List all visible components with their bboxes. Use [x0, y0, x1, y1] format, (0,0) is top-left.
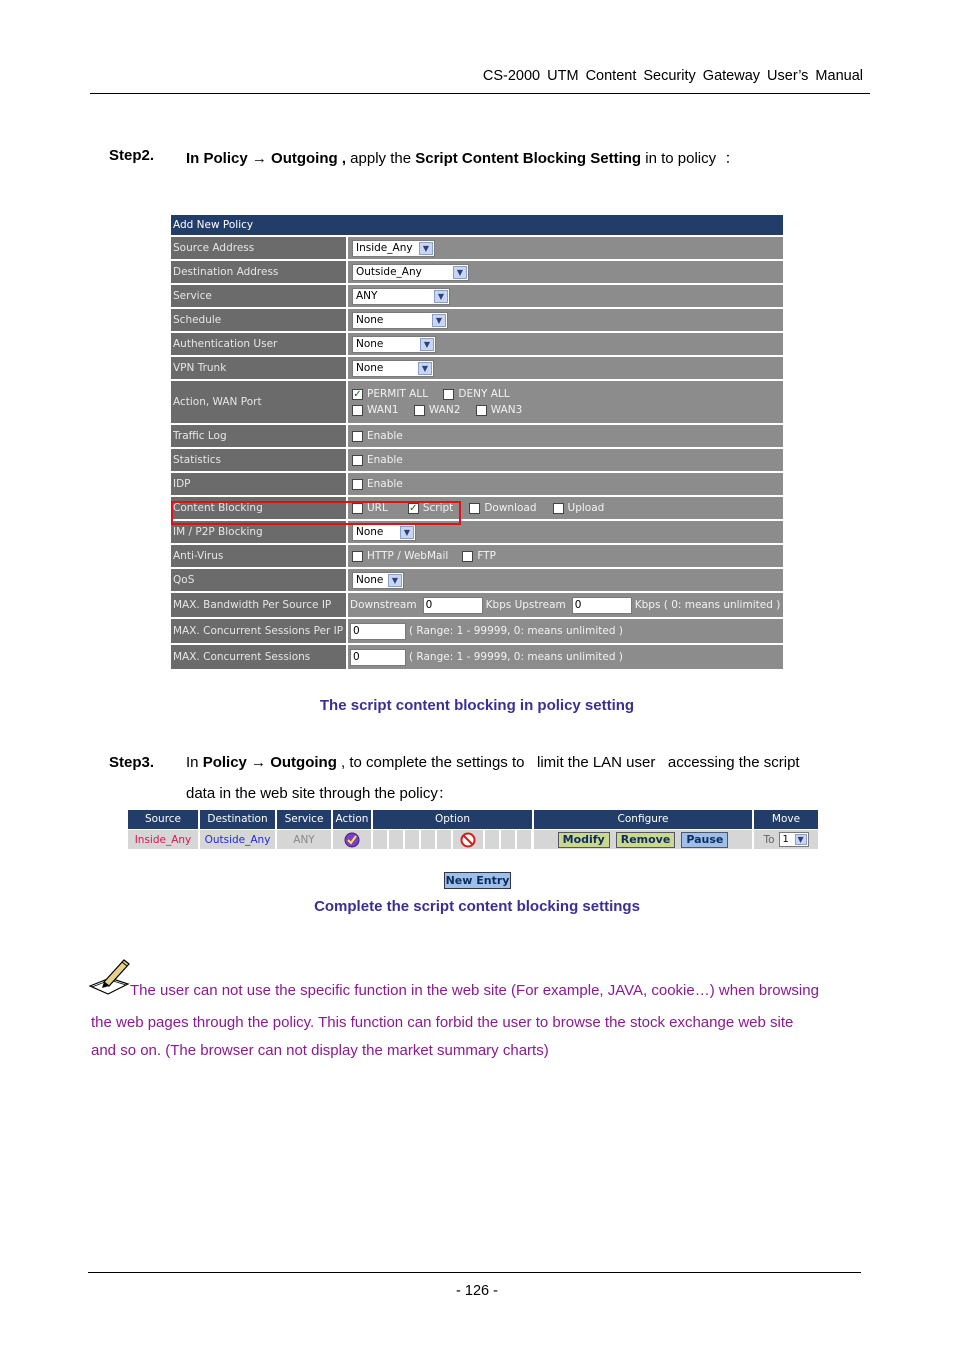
row-max-bandwidth: MAX. Bandwidth Per Source IP Downstream 0 Kbps Upstream 0 Kbps ( 0: means unlimited ) — [171, 593, 783, 617]
table-header-row: Source Destination Service Action Option Configure Move — [128, 810, 820, 829]
qos-select[interactable]: None ▼ — [352, 572, 404, 589]
row-action — [333, 830, 371, 849]
page-header-title: CS-2000 UTM Content Security Gateway User’s Manual — [482, 68, 863, 84]
max-sessions-input[interactable]: 0 — [350, 649, 406, 666]
step2-label: Step2. — [109, 147, 155, 164]
source-address-select[interactable]: Inside_Any ▼ — [352, 240, 435, 257]
row-destination: Outside_Any — [200, 830, 275, 849]
upload-checkbox[interactable] — [553, 503, 564, 514]
permit-action-icon — [344, 832, 360, 848]
vpn-trunk-select[interactable]: None ▼ — [352, 360, 434, 377]
idp-checkbox[interactable] — [352, 479, 363, 490]
footer-rule — [88, 1272, 861, 1273]
row-max-sessions-per-ip: MAX. Concurrent Sessions Per IP 0 ( Range: 1 - 99999, 0: means unlimited ) — [171, 619, 783, 643]
statistics-checkbox[interactable] — [352, 455, 363, 466]
download-checkbox[interactable] — [469, 503, 480, 514]
table-row — [128, 830, 820, 849]
chevron-down-icon: ▼ — [418, 362, 432, 375]
header-rule — [90, 93, 870, 94]
outgoing-policy-table — [128, 810, 820, 849]
form-title: Add New Policy — [171, 215, 783, 235]
row-options — [373, 830, 532, 849]
downstream-input[interactable]: 0 — [423, 597, 483, 614]
modify-button[interactable]: Modify — [558, 832, 610, 848]
row-traffic-log: Traffic Log Enable — [171, 425, 783, 447]
chevron-down-icon: ▼ — [420, 338, 434, 351]
pause-button[interactable]: Pause — [681, 832, 728, 848]
step2-text: In Policy → Outgoing , apply the Script Content Blocking Setting in to policy ： — [186, 150, 740, 167]
permit-all-checkbox[interactable]: ✓ — [353, 388, 362, 400]
row-statistics: Statistics Enable — [171, 449, 783, 471]
page-number: - 126 - — [456, 1283, 498, 1299]
row-max-sessions: MAX. Concurrent Sessions 0 ( Range: 1 - 99999, 0: means unlimited ) — [171, 645, 783, 669]
chevron-down-icon: ▼ — [795, 834, 807, 845]
im-p2p-select[interactable]: None ▼ — [352, 524, 416, 541]
row-destination-address: Destination Address Outside_Any ▼ — [171, 261, 783, 283]
row-service: Service ANY ▼ — [171, 285, 783, 307]
row-idp: IDP Enable — [171, 473, 783, 495]
wan1-checkbox[interactable] — [352, 405, 363, 416]
row-qos: QoS None ▼ — [171, 569, 783, 591]
row-content-blocking: Content Blocking URL ✓ Script Download Upload — [171, 497, 783, 519]
chevron-down-icon: ▼ — [388, 574, 402, 587]
chevron-down-icon: ▼ — [400, 526, 414, 539]
wan3-checkbox[interactable] — [476, 405, 487, 416]
chevron-down-icon: ▼ — [419, 242, 433, 255]
traffic-log-checkbox[interactable] — [352, 431, 363, 442]
row-move: To 1 ▼ — [754, 830, 818, 849]
content-blocking-highlight — [171, 501, 461, 525]
note-line-3: and so on. (The browser can not display the market summary charts) — [91, 1042, 549, 1059]
figure-caption-1: The script content blocking in policy setting — [319, 697, 635, 714]
schedule-select[interactable]: None ▼ — [352, 312, 448, 329]
row-source-address: Source Address Inside_Any ▼ — [171, 237, 783, 259]
wan2-checkbox[interactable] — [414, 405, 425, 416]
authentication-user-select[interactable]: None ▼ — [352, 336, 436, 353]
remove-button[interactable]: Remove — [616, 832, 676, 848]
row-action-wan-port: Action, WAN Port ✓ PERMIT ALL DENY ALL WAN1 WAN2 WAN3 — [171, 381, 783, 423]
note-pencil-icon — [88, 956, 132, 996]
sessions-per-ip-input[interactable]: 0 — [350, 623, 406, 640]
row-anti-virus: Anti-Virus HTTP / WebMail FTP — [171, 545, 783, 567]
new-entry-button[interactable]: New Entry — [445, 874, 510, 887]
step3-label: Step3. — [109, 754, 155, 771]
chevron-down-icon: ▼ — [453, 266, 467, 279]
move-position-select[interactable]: 1 ▼ — [779, 832, 809, 847]
content-blocking-icon — [453, 830, 483, 849]
upstream-input[interactable]: 0 — [572, 597, 632, 614]
row-authentication-user: Authentication User None ▼ — [171, 333, 783, 355]
step3-text-line1: In Policy → Outgoing , to complete the settings to limit the LAN user accessing the script — [186, 754, 800, 771]
service-select[interactable]: ANY ▼ — [352, 288, 450, 305]
add-new-policy-form — [171, 215, 783, 669]
row-source: Inside_Any — [128, 830, 198, 849]
step3-text-line2: data in the web site through the policy： — [186, 785, 453, 802]
row-vpn-trunk: VPN Trunk None ▼ — [171, 357, 783, 379]
row-schedule: Schedule None ▼ — [171, 309, 783, 331]
row-im-p2p-blocking: IM / P2P Blocking None ▼ — [171, 521, 783, 543]
note-line-2: the web pages through the policy. This function can forbid the user to browse the stock exchange web site — [91, 1014, 794, 1031]
row-service: ANY — [277, 830, 331, 849]
destination-address-select[interactable]: Outside_Any ▼ — [352, 264, 469, 281]
row-configure — [534, 830, 752, 849]
deny-all-checkbox[interactable] — [443, 389, 454, 400]
script-checkbox[interactable]: ✓ — [409, 502, 418, 514]
figure-caption-2: Complete the script content blocking settings — [314, 898, 640, 915]
http-webmail-checkbox[interactable] — [352, 551, 363, 562]
ftp-checkbox[interactable] — [462, 551, 473, 562]
note-line-1: The user can not use the specific function in the web site (For example, JAVA, cookie…) when browsing — [130, 982, 819, 999]
chevron-down-icon: ▼ — [432, 314, 446, 327]
chevron-down-icon: ▼ — [434, 290, 448, 303]
